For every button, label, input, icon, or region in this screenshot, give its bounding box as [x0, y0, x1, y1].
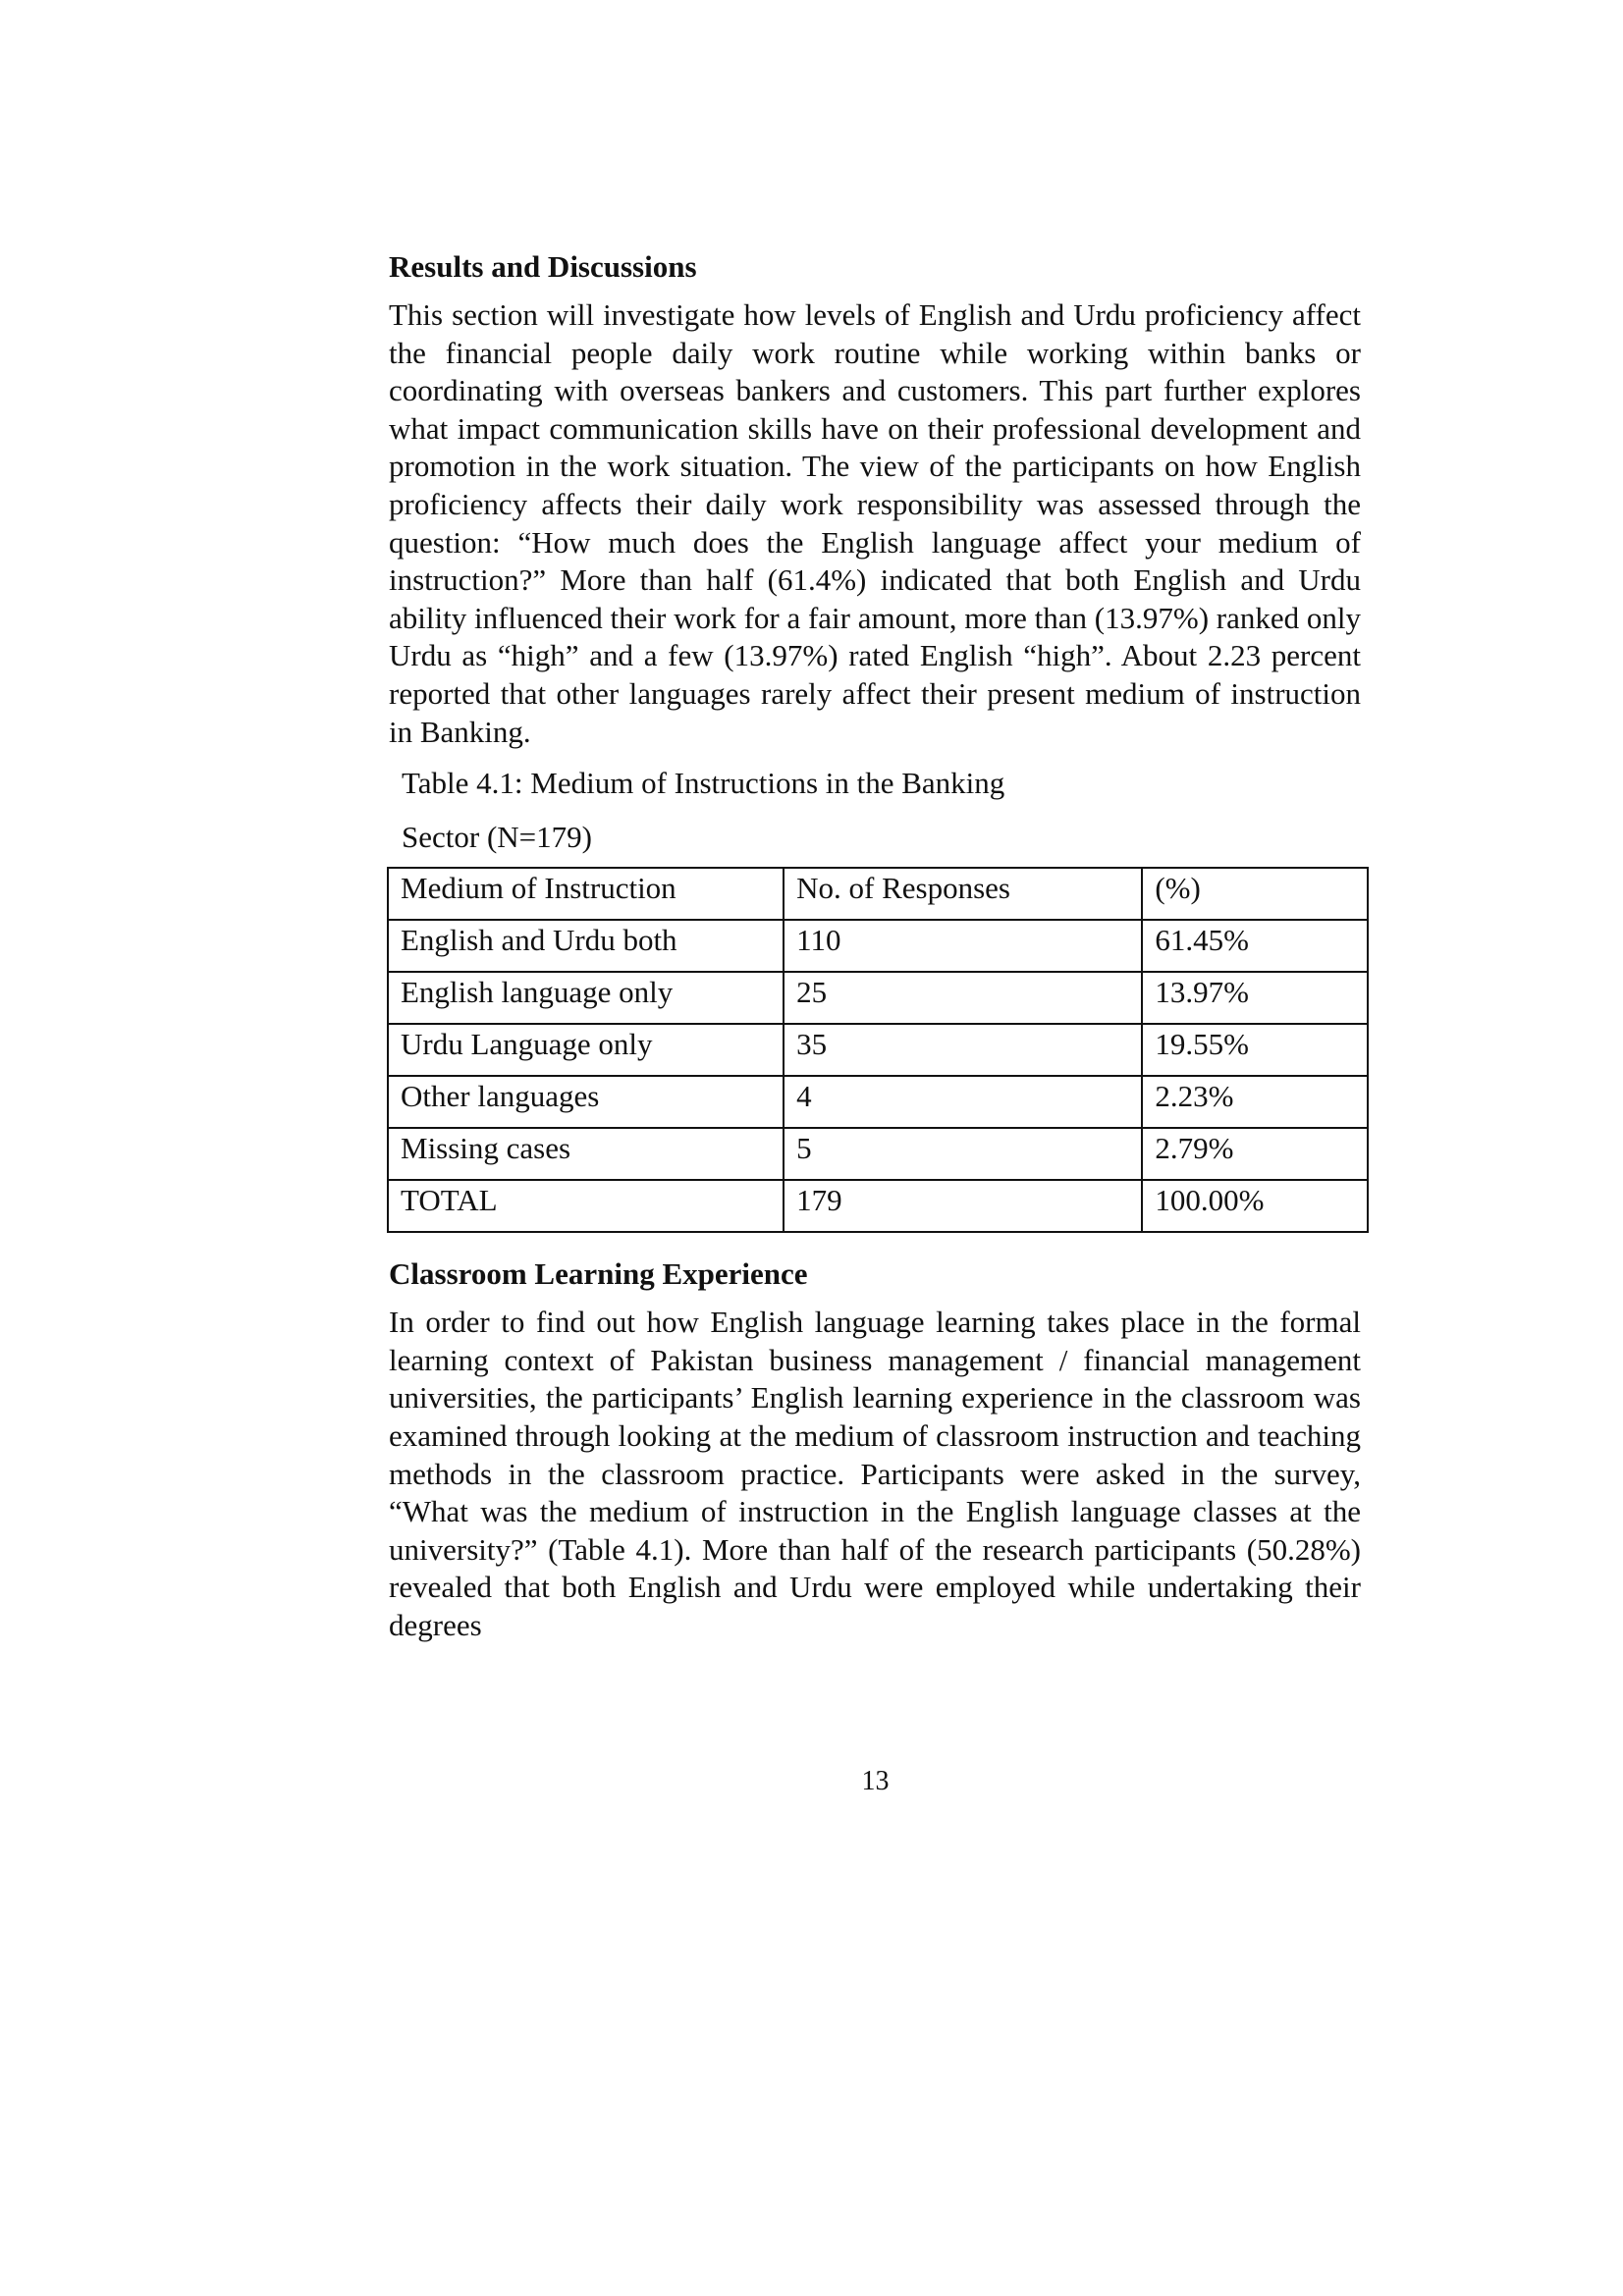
table-cell: 179 [784, 1180, 1142, 1232]
classroom-paragraph: In order to find out how English language learning takes place in the formal learning context of Pakistan business management / financial management universities, the participants’ English learning experience in the classroom was examined through looking at the medium of classroom instruction and teaching methods in the classroom practice. Participants were asked in the survey, “What was the medium of instruction in the English language classes at the university?” (Table 4.1). More than half of the research participants (50.28%) revealed that both English and Urdu were employed while undertaking their degrees [389, 1305, 1361, 1642]
table-header-cell: (%) [1142, 868, 1368, 920]
table-cell: 61.45% [1142, 920, 1368, 972]
table-cell: 13.97% [1142, 972, 1368, 1024]
table-row [388, 972, 1368, 1024]
table-row [388, 1024, 1368, 1076]
table-cell: 35 [784, 1024, 1142, 1076]
table-cell: English and Urdu both [388, 920, 784, 972]
medium-of-instruction-table [387, 867, 1369, 1233]
table-header-row [388, 868, 1368, 920]
table-cell: 2.23% [1142, 1076, 1368, 1128]
table-cell: Other languages [388, 1076, 784, 1128]
table-cell: 100.00% [1142, 1180, 1368, 1232]
table-caption-line2: Sector (N=179) [402, 820, 592, 855]
table-cell: 19.55% [1142, 1024, 1368, 1076]
results-paragraph: This section will investigate how levels of English and Urdu proficiency affect the financial people daily work routine while working within banks or coordinating with overseas bankers and customers. This part further explores what impact communication skills have on their professional development and promotion in the work situation. The view of the participants on how English proficiency affects their daily work responsibility was assessed through the question: “How much does the English language affect your medium of instruction?” More than half (61.4%) indicated that both English and Urdu ability influenced their work for a fair amount, more than (13.97%) ranked only Urdu as “high” and a few (13.97%) rated English “high”. About 2.23 percent reported that other languages rarely affect their present medium of instruction in Banking. [389, 297, 1361, 749]
table-total-row [388, 1180, 1368, 1232]
section-heading-results: Results and Discussions [389, 249, 697, 284]
table-cell: English language only [388, 972, 784, 1024]
table-row [388, 1076, 1368, 1128]
table-row [388, 1128, 1368, 1180]
table-cell: 110 [784, 920, 1142, 972]
table-header-cell: No. of Responses [784, 868, 1142, 920]
table-cell: 2.79% [1142, 1128, 1368, 1180]
table-cell: TOTAL [388, 1180, 784, 1232]
table-cell: Missing cases [388, 1128, 784, 1180]
page-content [389, 247, 1361, 1644]
table-caption-line1: Table 4.1: Medium of Instructions in the Banking [402, 766, 1005, 801]
table-cell: 25 [784, 972, 1142, 1024]
table-header-cell: Medium of Instruction [388, 868, 784, 920]
table-row [388, 920, 1368, 972]
page-number: 13 [861, 1766, 890, 1796]
table-cell: 4 [784, 1076, 1142, 1128]
table-cell: Urdu Language only [388, 1024, 784, 1076]
section-heading-classroom: Classroom Learning Experience [389, 1256, 808, 1292]
table-cell: 5 [784, 1128, 1142, 1180]
